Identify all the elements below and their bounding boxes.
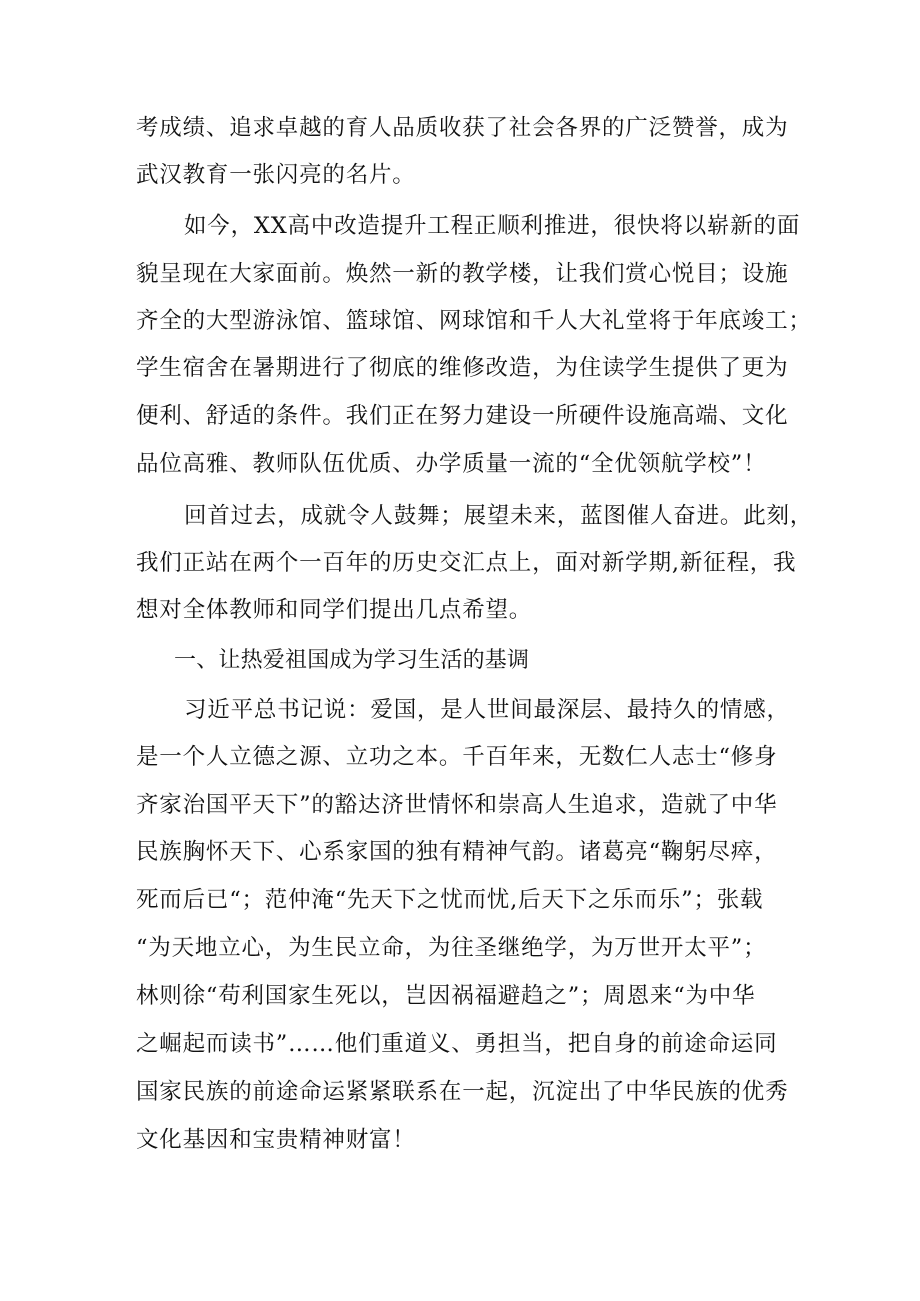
body-text-line: 国家民族的前途命运紧紧联系在一起，沉淀出了中华民族的优秀 xyxy=(136,1079,789,1105)
body-text-line: 考成绩、追求卓越的育人品质收获了社会各界的广泛赞誉，成为 xyxy=(136,115,789,141)
body-text-line: 我们正站在两个一百年的历史交汇点上，面对新学期,新征程，我 xyxy=(136,550,797,576)
body-text-line: 学生宿舍在暑期进行了彻底的维修改造，为住读学生提供了更为 xyxy=(136,355,789,381)
body-text-line: 武汉教育一张闪亮的名片。 xyxy=(136,162,416,188)
paragraph-first-line: 习近平总书记说：爱国，是人世间最深层、最持久的情感， xyxy=(184,697,790,723)
section-heading: 一、让热爱祖国成为学习生活的基调 xyxy=(174,648,530,673)
body-text-line: 齐全的大型游泳馆、篮球馆、网球馆和千人大礼堂将于年底竣工； xyxy=(136,308,812,334)
body-text-line: 林则徐“苟利国家生死以，岂因祸福避趋之”；周恩来“为中华 xyxy=(136,983,756,1009)
body-text-line: 民族胸怀天下、心系家国的独有精神气韵。诸葛亮“鞠躬尽瘁， xyxy=(136,839,778,865)
body-text-line: 文化基因和宝贵精神财富！ xyxy=(136,1127,416,1153)
body-text-line: 是一个人立德之源、立功之本。千百年来，无数仁人志士“修身 xyxy=(136,744,778,770)
body-text-line: 死而后已“；范仲淹“先天下之忧而忧,后天下之乐而乐”；张载 xyxy=(136,887,764,913)
body-text-line: 便利、舒适的条件。我们正在努力建设一所硬件设施高端、文化 xyxy=(136,403,789,429)
paragraph-first-line: 如今，XX高中改造提升工程正顺利推进，很快将以崭新的面 xyxy=(184,213,801,239)
body-text-line: 想对全体教师和同学们提出几点希望。 xyxy=(136,597,533,623)
body-text-line: 品位高雅、教师队伍优质、办学质量一流的“全优领航学校”！ xyxy=(136,451,767,477)
body-text-line: 之崛起而读书”……他们重道义、勇担当，把自身的前途命运同 xyxy=(136,1031,778,1057)
body-text-line: 齐家治国平天下”的豁达济世情怀和崇高人生追求，造就了中华 xyxy=(136,792,778,818)
paragraph-first-line: 回首过去，成就令人鼓舞；展望未来，蓝图催人奋进。此刻， xyxy=(184,503,814,529)
body-text-line: “为天地立心，为生民立命，为往圣继绝学，为万世开太平”； xyxy=(136,935,767,961)
body-text-line: 貌呈现在大家面前。焕然一新的教学楼，让我们赏心悦目；设施 xyxy=(136,261,789,287)
